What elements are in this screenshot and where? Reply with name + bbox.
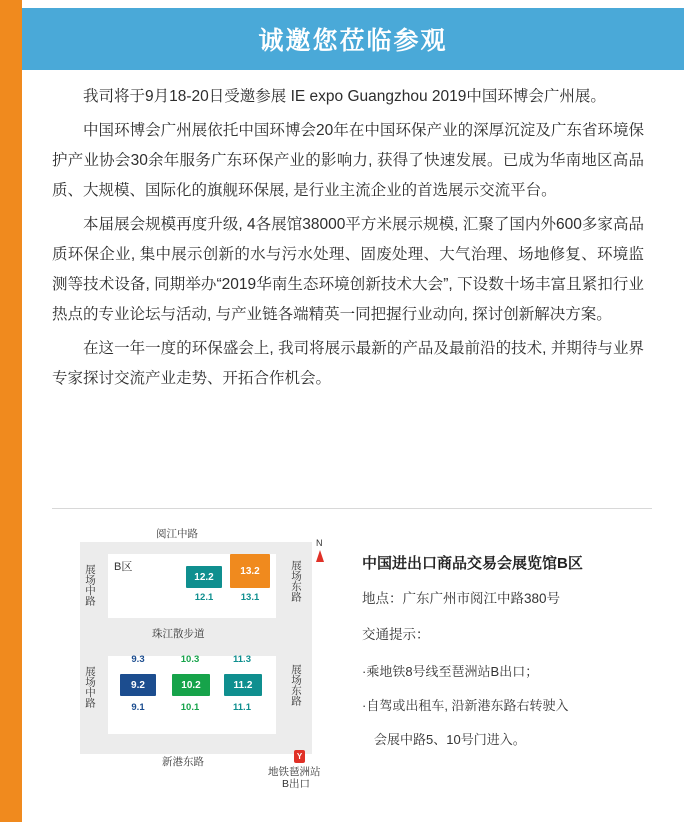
transport-item-1: ·乘地铁8号线至琶洲站B出口； bbox=[362, 664, 539, 679]
map-hall-11-3: 11.3 bbox=[233, 653, 251, 665]
map-hall-13-2: 13.2 bbox=[230, 554, 270, 588]
header-banner bbox=[22, 8, 684, 70]
article-body bbox=[22, 74, 670, 398]
transport-title: 交通提示： bbox=[362, 627, 430, 642]
map-compass-label: N bbox=[316, 538, 323, 548]
venue-title: 中国进出口商品交易会展览馆B区 bbox=[362, 555, 583, 572]
map-zone-label: B区 bbox=[114, 561, 133, 573]
venue-info bbox=[362, 552, 662, 763]
venue-map bbox=[44, 524, 349, 790]
transport-item-2: ·自驾或出租车, 沿新港东路右转驶入 bbox=[362, 698, 569, 713]
map-road-left-upper: 展场中路 bbox=[84, 564, 96, 606]
map-road-right-lower: 展场东路 bbox=[290, 664, 302, 706]
map-road-middle: 珠江散步道 bbox=[152, 628, 205, 640]
map-hall-10-1: 10.1 bbox=[180, 701, 200, 713]
paragraph-3: 本届展会规模再度升级, 4各展馆38000平方米展示规模, 汇聚了国内外600多家高品质环保企业, 集中展示创新的水与污水处理、固废处理、大气治理、场地修复、环境监测等技术设备, 同期举办“2019华南生态环境创新技术大会”, 下设数十场丰富且紧扣行业热点的专业论坛与活动, 与产业链各端精英一同把握行业动向, 探讨创新解决方案。 bbox=[52, 216, 644, 323]
map-hall-9-2: 9.2 bbox=[120, 674, 156, 696]
page-title: 诚邀您莅临参观 bbox=[258, 27, 448, 55]
metro-label-line2: B出口 bbox=[282, 778, 311, 790]
map-hall-9-3: 9.3 bbox=[131, 653, 145, 665]
map-road-right-upper: 展场东路 bbox=[290, 560, 302, 602]
map-hall-9-1: 9.1 bbox=[131, 701, 145, 713]
map-road-top: 阅江中路 bbox=[156, 528, 198, 540]
paragraph-1: 我司将于9月18-20日受邀参展 IE expo Guangzhou 2019中国环博会广州展。 bbox=[83, 88, 606, 105]
paragraph-2: 中国环博会广州展依托中国环博会20年在中国环保产业的深厚沉淀及广东省环境保护产业协会30余年服务广东环保产业的影响力, 获得了快速发展。已成为华南地区高品质、大规模、国际化的旗舰环保展, 是行业主流企业的首选展示交流平台。 bbox=[52, 122, 644, 199]
map-road-left-lower: 展场中路 bbox=[84, 666, 96, 708]
map-hall-10-2: 10.2 bbox=[172, 674, 210, 696]
left-accent-bar bbox=[0, 0, 22, 822]
metro-pin-icon: Y bbox=[294, 750, 305, 763]
north-arrow-icon bbox=[316, 550, 324, 562]
venue-address: 地点：广东广州市阅江中路380号 bbox=[362, 591, 561, 606]
map-hall-12-2: 12.2 bbox=[186, 566, 222, 588]
section-divider bbox=[52, 508, 652, 509]
map-hall-11-2: 11.2 bbox=[224, 674, 262, 696]
map-hall-10-3: 10.3 bbox=[180, 653, 200, 665]
right-edge-spacer bbox=[684, 0, 688, 822]
map-road-bottom: 新港东路 bbox=[162, 756, 204, 768]
transport-item-3: 会展中路5、10号门进入。 bbox=[374, 732, 526, 747]
metro-label-line1: 地铁琶洲站 bbox=[268, 766, 321, 778]
map-hall-12-1: 12.1 bbox=[186, 590, 222, 604]
map-hall-11-1: 11.1 bbox=[233, 701, 251, 713]
map-hall-13-1: 13.1 bbox=[230, 590, 270, 604]
paragraph-4: 在这一年一度的环保盛会上, 我司将展示最新的产品及最前沿的技术, 并期待与业界专家探讨交流产业走势、开拓合作机会。 bbox=[52, 340, 644, 387]
